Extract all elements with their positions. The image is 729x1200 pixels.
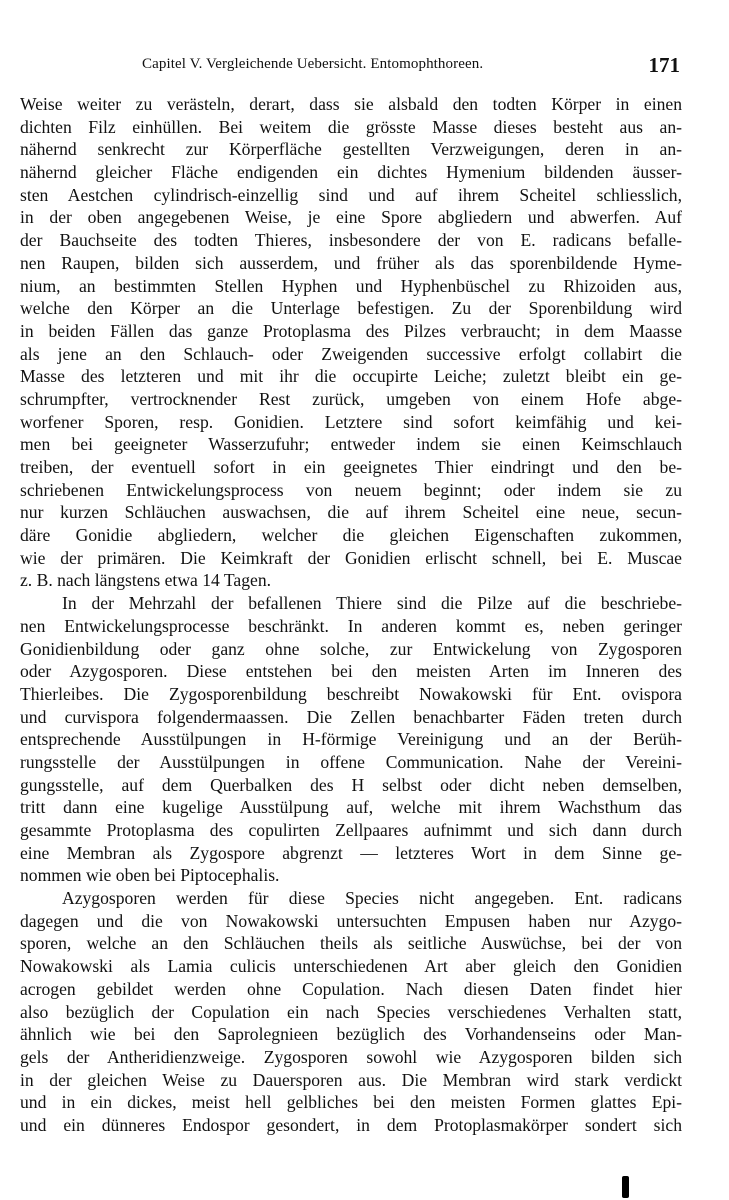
text-line: Weise weiter zu verästeln, derart, dass sie alsbald den todten Körper in einen [20, 94, 682, 114]
text-line: gels der Antheridienzweige. Zygosporen sowohl wie Azygosporen bilden sich [20, 1046, 682, 1067]
text-line: und curvispora folgendermaassen. Die Zellen benachbarter Fäden treten durch [20, 706, 682, 727]
body-text [20, 93, 682, 1137]
text-line: gungsstelle, auf dem Querbalken des H selbst oder dicht neben demselben, [20, 774, 682, 795]
text-line: also bezüglich der Copulation ein nach Species verschiedenes Verhalten statt, [20, 1001, 682, 1022]
text-line: dagegen und die von Nowakowski untersuchten Empusen haben nur Azygo- [20, 910, 682, 931]
text-line: Gonidienbildung oder ganz ohne solche, zur Entwickelung von Zygosporen [20, 638, 682, 659]
text-line: däre Gonidie abgliedern, welcher die gleichen Eigenschaften zukommen, [20, 525, 682, 546]
text-line: wie der primären. Die Keimkraft der Gonidien erlischt schnell, bei E. Muscae [20, 547, 682, 568]
text-line: und ein dünneres Endospor gesondert, in dem Protoplasmakörper sondert sich [20, 1114, 682, 1135]
running-title: Capitel V. Vergleichende Uebersicht. Entomophthoreen. [142, 56, 484, 72]
paragraph-start-line: Azygosporen werden für diese Species nicht angegeben. Ent. radicans [62, 888, 682, 909]
text-line: ähnlich wie bei den Saprolegnieen bezüglich des Vorhandenseins oder Man- [20, 1024, 682, 1045]
text-line: treiben, der eventuell sofort in ein geeignetes Thier eindringt und den be- [20, 457, 682, 477]
paragraph-end-line: nommen wie oben bei Piptocephalis. [20, 865, 280, 886]
ink-mark [622, 1176, 629, 1198]
text-line: schriebenen Entwickelungsprocess von neuem beginnt; oder indem sie zu [20, 479, 682, 500]
text-line: schrumpfter, vertrocknender Rest zurück, umgeben von einem Hofe abge- [20, 388, 682, 409]
text-line: welche den Körper an die Unterlage befestigen. Zu der Sporenbildung wird [20, 298, 682, 319]
text-line: nur kurzen Schläuchen auswachsen, die auf ihrem Scheitel eine neue, secun- [20, 502, 682, 523]
text-line: in der gleichen Weise zu Dauersporen aus. Die Membran wird stark verdickt [20, 1069, 682, 1090]
text-line: worfener Sporen, resp. Gonidien. Letztere sind sofort keimfähig und kei- [20, 411, 682, 432]
paragraph-end-line: z. B. nach längstens etwa 14 Tagen. [20, 570, 272, 591]
text-line: Masse des letzteren und mit ihr die occupirte Leiche; zuletzt bleibt ein ge- [20, 366, 682, 387]
text-line: in beiden Fällen das ganze Protoplasma des Pilzes verbraucht; in dem Maasse [20, 320, 682, 341]
text-line: acrogen gebildet werden ohne Copulation. Nach diesen Daten findet hier [20, 978, 682, 999]
text-line: tritt dann eine kugelige Ausstülpung auf, welche mit ihrem Wachsthum das [20, 797, 682, 818]
text-line: gesammte Protoplasma des copulirten Zellpaares aufnimmt und sich dann durch [20, 820, 682, 840]
text-line: nen Entwickelungsprocesse beschränkt. In anderen kommt es, neben geringer [20, 615, 682, 636]
text-line: sporen, welche an den Schläuchen theils als seitliche Auswüchse, bei der von [20, 933, 682, 954]
text-line: rungsstelle der Ausstülpungen in offene Communication. Nahe der Vereini- [20, 751, 682, 772]
text-line: eine Membran als Zygospore abgrenzt — letzteres Wort in dem Sinne ge- [20, 842, 682, 863]
text-line: Nowakowski als Lamia culicis unterschiedenen Art aber gleich den Gonidien [20, 956, 682, 977]
text-line: als jene an den Schlauch- oder Zweigenden successive erfolgt collabirt die [20, 343, 682, 364]
paragraph-start-line: In der Mehrzahl der befallenen Thiere sind die Pilze auf die beschriebe- [62, 593, 682, 614]
text-line: oder Azygosporen. Diese entstehen bei den meisten Arten im Inneren des [20, 661, 682, 682]
text-line: nium, an bestimmten Stellen Hyphen und Hyphenbüschel zu Rhizoiden aus, [20, 275, 682, 296]
text-line: der Bauchseite des todten Thieres, insbesondere der von E. radicans befalle- [20, 230, 682, 251]
text-line: nähernd gleicher Fläche endigenden ein dichtes Hymenium bildenden äusser- [20, 162, 682, 183]
text-line: in der oben angegebenen Weise, je eine Spore abgliedern und abwerfen. Auf [20, 207, 682, 228]
text-line: nen Raupen, bilden sich ausserdem, und früher als das sporenbildende Hyme- [20, 252, 682, 273]
text-line: sten Aestchen cylindrisch-einzellig sind und auf ihrem Scheitel schliesslich, [20, 184, 682, 205]
page-number: 171 [648, 53, 680, 77]
text-line: entsprechende Ausstülpungen in H-förmige Vereinigung und an der Berüh- [20, 729, 682, 750]
text-line: men bei geeigneter Wasserzufuhr; entweder indem sie einen Keimschlauch [20, 434, 682, 455]
running-head [20, 53, 680, 80]
text-line: dichten Filz einhüllen. Bei weitem die grösste Masse dieses besteht aus an- [20, 116, 682, 137]
text-line: und in ein dickes, meist hell gelbliches bei den meisten Formen glattes Epi- [20, 1092, 682, 1113]
text-line: nähernd senkrecht zur Körperfläche gestellten Verzweigungen, deren in an- [20, 139, 682, 160]
text-line: Thierleibes. Die Zygosporenbildung beschreibt Nowakowski für Ent. ovispora [20, 683, 682, 704]
